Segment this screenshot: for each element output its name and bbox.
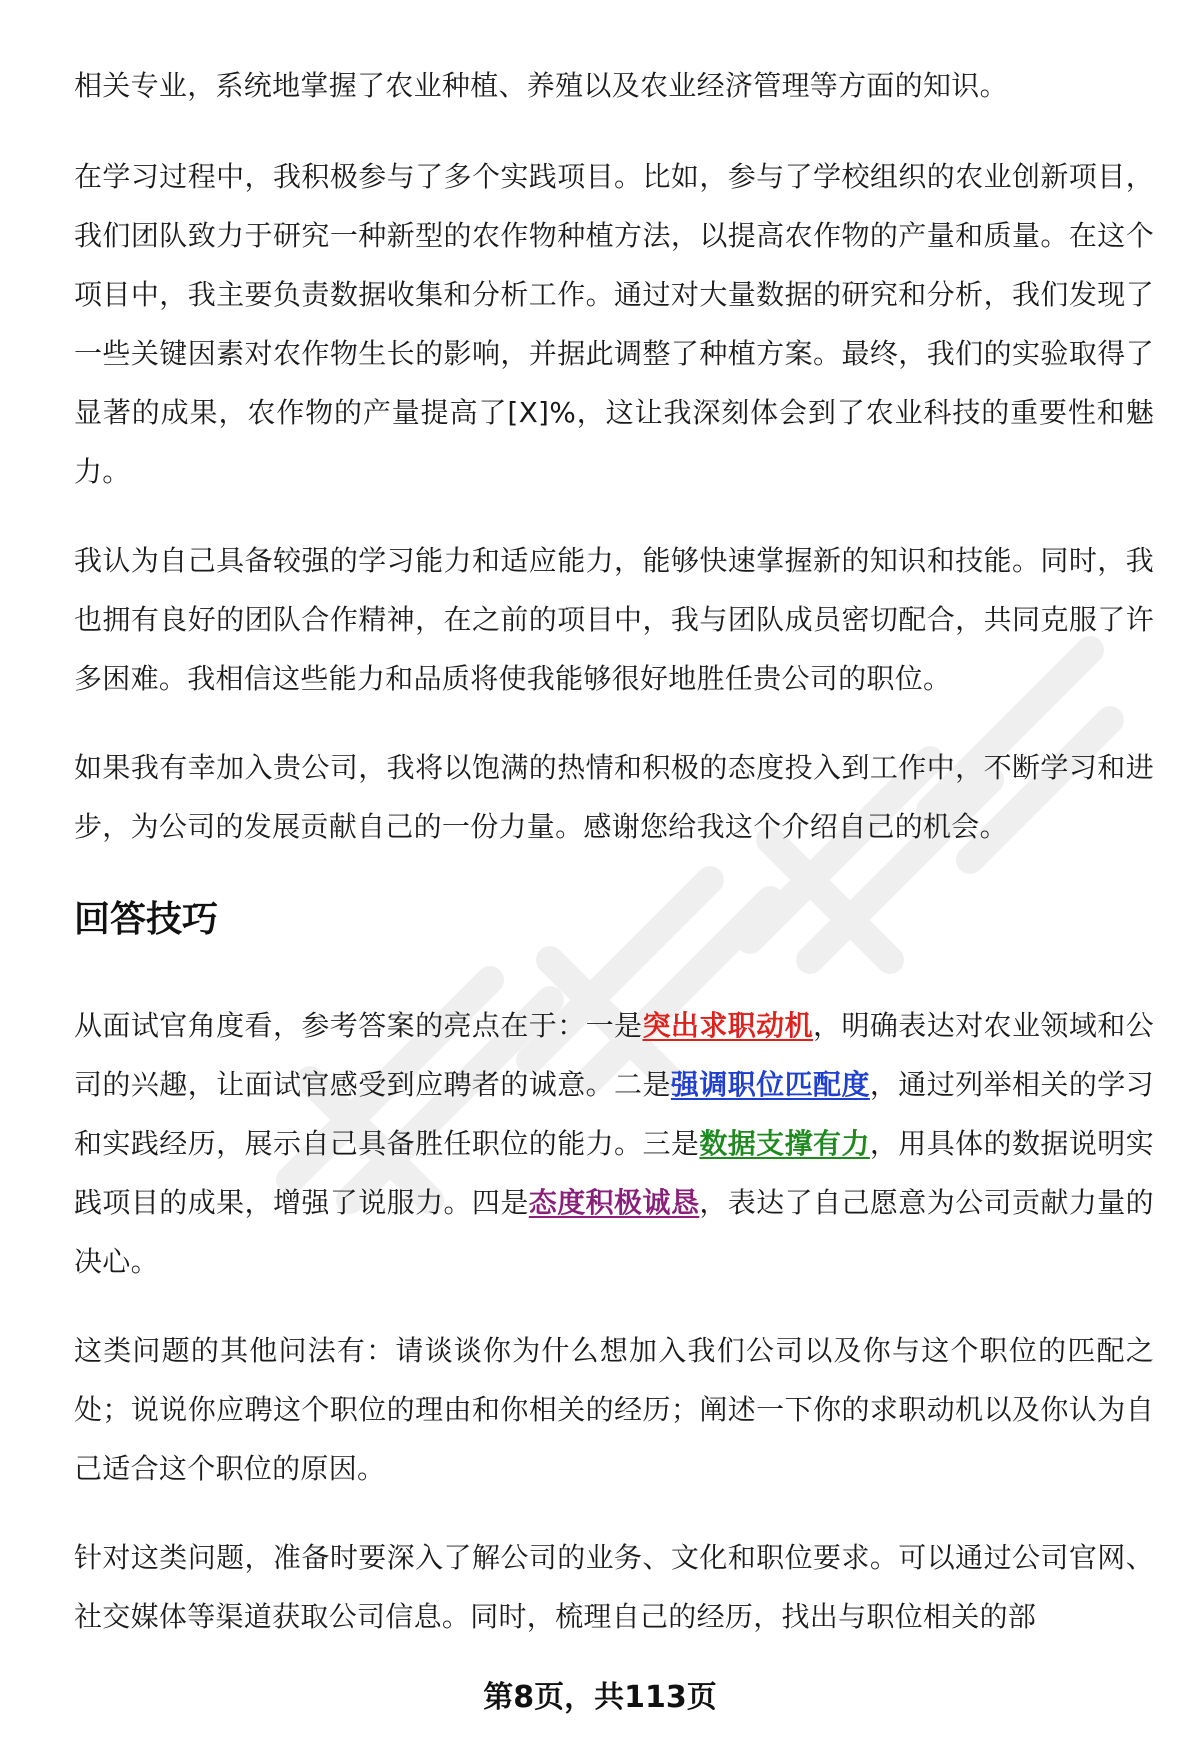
section-heading: 回答技巧 xyxy=(74,899,219,940)
paragraph-tips xyxy=(74,996,1154,1291)
document-body xyxy=(74,56,1154,1676)
tips-text: ，明确表达对农业领域和公司的兴趣，让面试官感受到应聘者的诚意。二是 xyxy=(74,1009,1154,1101)
highlight-data-support: 数据支撑有力 xyxy=(699,1127,870,1160)
tips-text: ，表达了自己愿意为公司贡献力量的决心。 xyxy=(74,1186,1154,1278)
highlight-job-match: 强调职位匹配度 xyxy=(670,1068,870,1101)
paragraph-practice: 在学习过程中，我积极参与了多个实践项目。比如，参与了学校组织的农业创新项目，我们团队致力于研究一种新型的农作物种植方法，以提高农作物的产量和质量。在这个项目中，我主要负责数据收集和分析工作。通过对大量数据的研究和分析，我们发现了一些关键因素对农作物生长的影响，并据此调整了种植方案。最终，我们的实验取得了显著的成果，农作物的产量提高了[X]%，这让我深刻体会到了农业科技的重要性和魅力。 xyxy=(74,160,1154,488)
tips-text: 从面试官角度看，参考答案的亮点在于：一是 xyxy=(74,1009,643,1042)
paragraph-closing: 如果我有幸加入贵公司，我将以饱满的热情和积极的态度投入到工作中，不断学习和进步，为公司的发展贡献自己的一份力量。感谢您给我这个介绍自己的机会。 xyxy=(74,751,1154,843)
paragraph-alternatives: 这类问题的其他问法有：请谈谈你为什么想加入我们公司以及你与这个职位的匹配之处；说说你应聘这个职位的理由和你相关的经历；阐述一下你的求职动机以及你认为自己适合这个职位的原因。 xyxy=(74,1334,1154,1485)
page-number: 第8页，共113页 xyxy=(483,1680,717,1715)
tips-text: ，通过列举相关的学习和实践经历，展示自己具备胜任职位的能力。三是 xyxy=(74,1068,1154,1160)
tips-text: ，用具体的数据说明实践项目的成果，增强了说服力。四是 xyxy=(74,1127,1154,1219)
paragraph-abilities: 我认为自己具备较强的学习能力和适应能力，能够快速掌握新的知识和技能。同时，我也拥有良好的团队合作精神，在之前的项目中，我与团队成员密切配合，共同克服了许多困难。我相信这些能力和品质将使我能够很好地胜任贵公司的职位。 xyxy=(74,544,1154,695)
highlight-attitude: 态度积极诚恳 xyxy=(528,1186,700,1219)
paragraph-education: 相关专业，系统地掌握了农业种植、养殖以及农业经济管理等方面的知识。 xyxy=(74,69,1008,102)
paragraph-preparation: 针对这类问题，准备时要深入了解公司的业务、文化和职位要求。可以通过公司官网、社交媒体等渠道获取公司信息。同时，梳理自己的经历，找出与职位相关的部 xyxy=(74,1541,1154,1633)
highlight-motivation: 突出求职动机 xyxy=(642,1009,814,1042)
